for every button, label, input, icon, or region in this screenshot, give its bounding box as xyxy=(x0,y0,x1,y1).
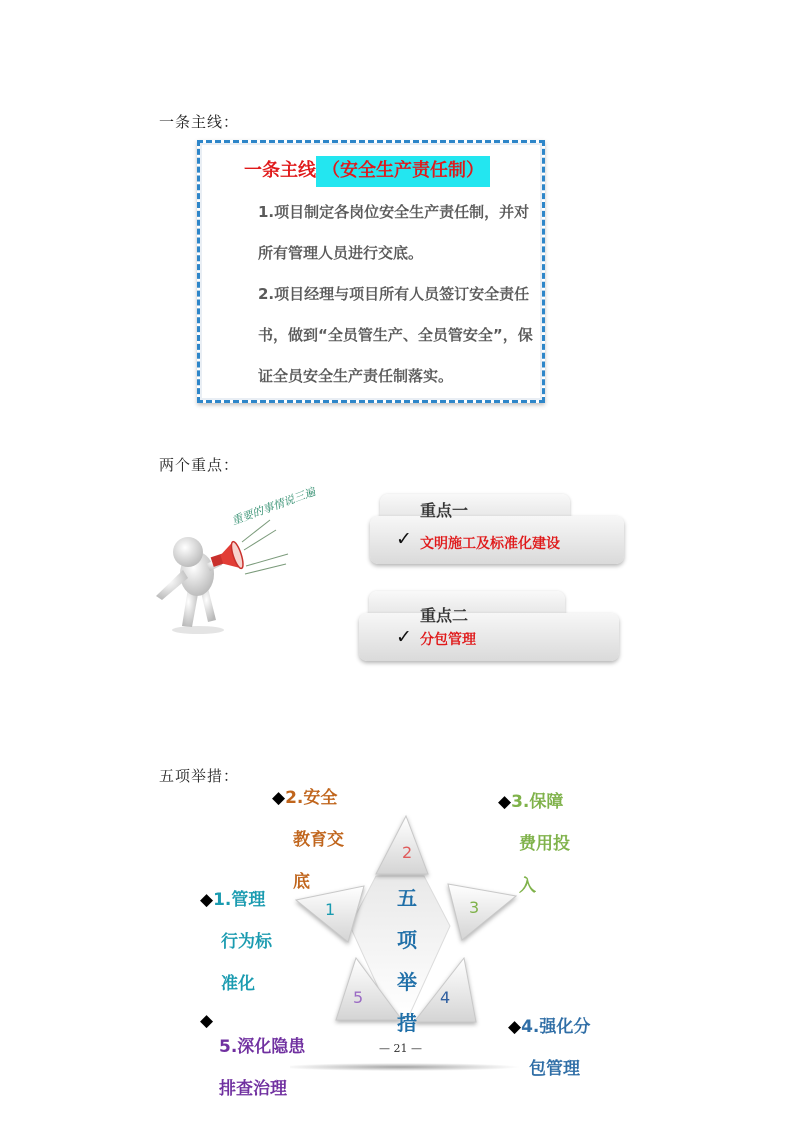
measure-4-line-1: 4.强化分 xyxy=(521,1017,591,1037)
diamond-bullet-icon: ◆ xyxy=(200,1011,214,1031)
measure-1-line-1: 1.管理 xyxy=(213,890,266,910)
triangle-number-3: 3 xyxy=(469,898,480,917)
diamond-bullet-icon: ◆ xyxy=(272,788,286,808)
mainline-box xyxy=(197,140,545,403)
mainline-title-red: 一条主线 xyxy=(244,160,316,181)
measure-2-line-1: 2.安全 xyxy=(285,788,338,808)
measure-5 xyxy=(200,1000,305,1110)
measure-1-line-2: 行为标 xyxy=(221,932,272,952)
diamond-bullet-icon: ◆ xyxy=(200,890,214,910)
focus-card-2 xyxy=(359,591,621,665)
measure-3-line-2: 费用投 xyxy=(519,834,570,854)
diamond-bullet-icon: ◆ xyxy=(498,792,512,812)
measure-1-line-3: 准化 xyxy=(221,974,255,994)
mainline-title-highlight: （安全生产责任制） xyxy=(316,156,490,187)
check-icon: ✓ xyxy=(396,528,412,550)
section-heading-mainline: 一条主线： xyxy=(159,113,240,131)
megaphone-person-illustration xyxy=(150,508,340,638)
center-char-2: 项 xyxy=(397,928,417,952)
focus-text-2: 分包管理 xyxy=(420,632,476,648)
focus-card-1 xyxy=(370,494,626,568)
triangle-number-1: 1 xyxy=(325,900,336,919)
section-heading-measures: 五项举措： xyxy=(159,767,240,785)
mainline-item-2: 2.项目经理与项目所有人员签订安全责任书，做到“全员管生产、全员管安全”，保证全员安全生产责任制落实。 xyxy=(258,285,533,385)
measure-4-line-2: 包管理 xyxy=(529,1059,580,1079)
measure-3 xyxy=(498,781,570,907)
triangle-number-5: 5 xyxy=(353,988,364,1007)
triangle-number-4: 4 xyxy=(440,988,451,1007)
measure-1 xyxy=(200,879,272,1005)
measure-4 xyxy=(508,1006,590,1090)
measure-3-line-3: 入 xyxy=(519,876,536,896)
measure-2-line-3: 底 xyxy=(293,872,310,892)
triangle-number-2: 2 xyxy=(402,843,413,862)
mainline-title xyxy=(244,156,490,182)
center-char-3: 举 xyxy=(397,970,417,994)
measure-2-line-2: 教育交 xyxy=(293,830,344,850)
page-number: — 21 — xyxy=(379,1042,422,1055)
megaphone-caption: 重要的事情说三遍 xyxy=(229,485,318,528)
section-heading-focus: 两个重点： xyxy=(159,456,240,474)
focus-title-1: 重点一 xyxy=(420,501,469,520)
measure-2 xyxy=(272,777,344,903)
mainline-item-1: 1.项目制定各岗位安全生产责任制，并对所有管理人员进行交底。 xyxy=(258,203,530,262)
center-char-1: 五 xyxy=(397,886,417,910)
focus-text-1: 文明施工及标准化建设 xyxy=(420,536,560,552)
center-char-4: 措 xyxy=(397,1011,417,1035)
measure-3-line-1: 3.保障 xyxy=(511,792,564,812)
focus-title-2: 重点二 xyxy=(420,606,469,625)
measure-5-line-1: 5.深化隐患 xyxy=(219,1037,306,1057)
diamond-bullet-icon: ◆ xyxy=(508,1017,522,1037)
check-icon: ✓ xyxy=(396,626,412,648)
measure-5-line-2: 排查治理 xyxy=(219,1079,287,1099)
